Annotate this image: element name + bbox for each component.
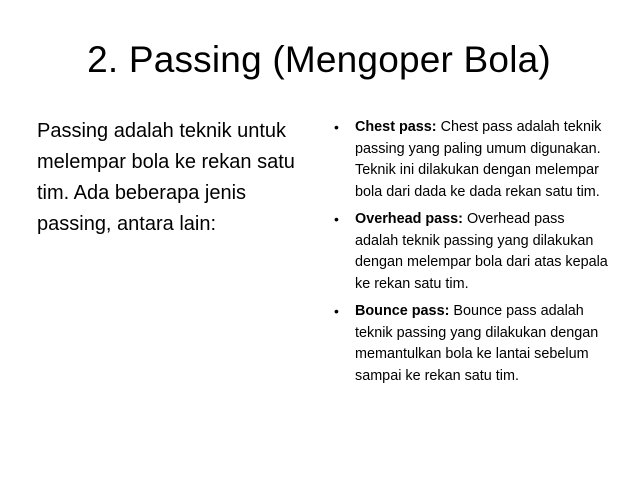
- list-item-term: Bounce pass:: [355, 303, 450, 319]
- list-item-description: Overhead pass adalah teknik passing yang dilakukan dengan melempar bola dari atas kepala ke rekan satu tim.: [355, 211, 608, 292]
- list-item-description: Chest pass adalah teknik passing yang paling umum digunakan. Teknik ini dilakukan dengan melempar bola dari dada ke dada rekan satu tim.: [355, 119, 602, 200]
- list-item-description: Bounce pass adalah teknik passing yang dilakukan dengan memantulkan bola ke lantai sebelum sampai ke rekan satu tim.: [355, 303, 599, 384]
- list-item-term: Chest pass:: [355, 119, 437, 135]
- list-item-bounce-pass: [330, 301, 610, 387]
- slide-title: 2. Passing (Mengoper Bola): [87, 39, 551, 80]
- passing-types-list: [330, 117, 610, 393]
- bullet-icon: •: [334, 211, 339, 227]
- list-item-chest-pass: [330, 117, 610, 203]
- list-item-term: Overhead pass:: [355, 211, 463, 227]
- list-item-overhead-pass: [330, 209, 610, 295]
- bullet-icon: •: [334, 303, 339, 319]
- bullet-icon: •: [334, 119, 339, 135]
- intro-paragraph: Passing adalah teknik untuk melempar bola ke rekan satu tim. Ada beberapa jenis passing, antara lain:: [37, 120, 295, 235]
